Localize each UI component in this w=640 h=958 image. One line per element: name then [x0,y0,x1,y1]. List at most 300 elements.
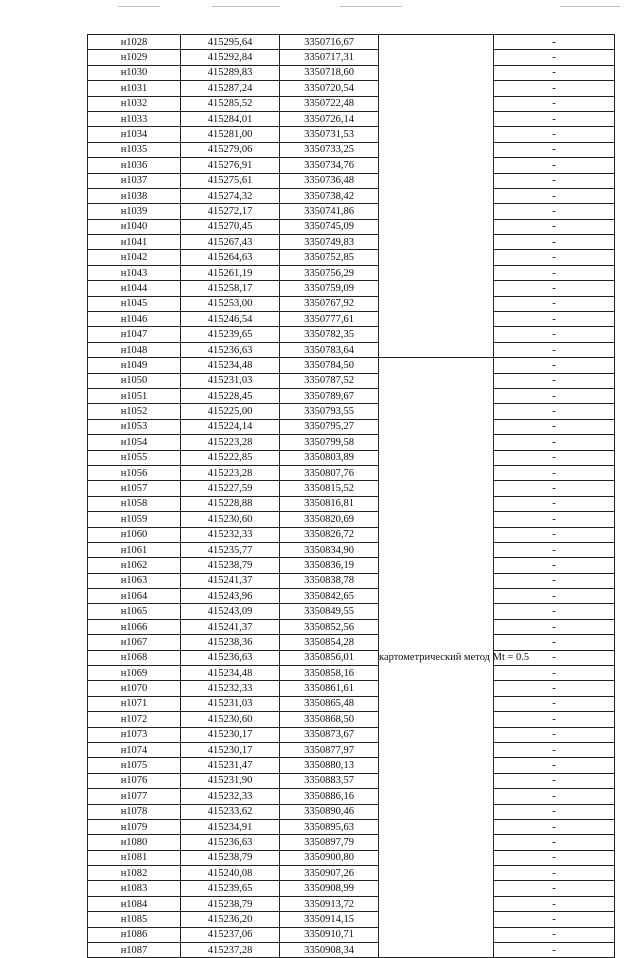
note-cell: - [494,912,615,927]
scan-artifact-line [212,6,280,7]
point-name-cell: н1076 [88,773,181,788]
table-row [88,50,615,65]
y-coordinate-cell: 3350886,16 [280,789,379,804]
x-coordinate-cell: 415240,08 [181,866,280,881]
table-row [88,819,615,834]
y-coordinate-cell: 3350826,72 [280,527,379,542]
y-coordinate-cell: 3350787,52 [280,373,379,388]
table-row [88,527,615,542]
y-coordinate-cell: 3350795,27 [280,419,379,434]
point-name-cell: н1053 [88,419,181,434]
table-row [88,342,615,357]
note-cell: - [494,896,615,911]
note-cell: - [494,773,615,788]
x-coordinate-cell: 415236,20 [181,912,280,927]
x-coordinate-cell: 415239,65 [181,327,280,342]
note-cell: - [494,388,615,403]
point-name-cell: н1081 [88,850,181,865]
y-coordinate-cell: 3350756,29 [280,265,379,280]
method-cell: картометрический метод Mt = 0.5 [379,358,494,958]
point-name-cell: н1049 [88,358,181,373]
x-coordinate-cell: 415224,14 [181,419,280,434]
note-cell: - [494,881,615,896]
y-coordinate-cell: 3350914,15 [280,912,379,927]
point-name-cell: н1066 [88,619,181,634]
y-coordinate-cell: 3350910,71 [280,927,379,942]
note-cell: - [494,96,615,111]
x-coordinate-cell: 415243,96 [181,589,280,604]
point-name-cell: н1065 [88,604,181,619]
table-row [88,666,615,681]
note-cell: - [494,65,615,80]
point-name-cell: н1058 [88,496,181,511]
note-cell: - [494,481,615,496]
table-row [88,773,615,788]
x-coordinate-cell: 415238,79 [181,850,280,865]
point-name-cell: н1029 [88,50,181,65]
x-coordinate-cell: 415230,17 [181,727,280,742]
x-coordinate-cell: 415239,65 [181,881,280,896]
point-name-cell: н1061 [88,542,181,557]
y-coordinate-cell: 3350897,79 [280,835,379,850]
point-name-cell: н1041 [88,235,181,250]
x-coordinate-cell: 415276,91 [181,158,280,173]
point-name-cell: н1052 [88,404,181,419]
table-row [88,81,615,96]
x-coordinate-cell: 415236,63 [181,835,280,850]
note-cell: - [494,804,615,819]
point-name-cell: н1028 [88,35,181,50]
note-cell: - [494,404,615,419]
table-row [88,927,615,942]
note-cell: - [494,696,615,711]
point-name-cell: н1057 [88,481,181,496]
point-name-cell: н1034 [88,127,181,142]
y-coordinate-cell: 3350865,48 [280,696,379,711]
table-row [88,758,615,773]
point-name-cell: н1033 [88,111,181,126]
point-name-cell: н1079 [88,819,181,834]
y-coordinate-cell: 3350789,67 [280,388,379,403]
table-row [88,373,615,388]
note-cell: - [494,173,615,188]
x-coordinate-cell: 415223,28 [181,435,280,450]
table-row [88,312,615,327]
note-cell: - [494,188,615,203]
x-coordinate-cell: 415236,63 [181,650,280,665]
x-coordinate-cell: 415261,19 [181,265,280,280]
point-name-cell: н1042 [88,250,181,265]
note-cell: - [494,465,615,480]
x-coordinate-cell: 415274,32 [181,188,280,203]
table-row [88,573,615,588]
table-row [88,866,615,881]
x-coordinate-cell: 415222,85 [181,450,280,465]
note-cell: - [494,558,615,573]
y-coordinate-cell: 3350849,55 [280,604,379,619]
point-name-cell: н1054 [88,435,181,450]
y-coordinate-cell: 3350736,48 [280,173,379,188]
point-name-cell: н1087 [88,943,181,958]
x-coordinate-cell: 415230,17 [181,742,280,757]
table-row [88,727,615,742]
x-coordinate-cell: 415287,24 [181,81,280,96]
point-name-cell: н1082 [88,866,181,881]
note-cell: - [494,943,615,958]
scan-artifact-line [118,6,160,7]
x-coordinate-cell: 415231,90 [181,773,280,788]
method-cell-empty [379,35,494,358]
point-name-cell: н1073 [88,727,181,742]
y-coordinate-cell: 3350890,46 [280,804,379,819]
point-name-cell: н1040 [88,219,181,234]
y-coordinate-cell: 3350726,14 [280,111,379,126]
y-coordinate-cell: 3350738,42 [280,188,379,203]
y-coordinate-cell: 3350913,72 [280,896,379,911]
point-name-cell: н1046 [88,312,181,327]
note-cell: - [494,265,615,280]
y-coordinate-cell: 3350820,69 [280,512,379,527]
y-coordinate-cell: 3350858,16 [280,666,379,681]
table-row [88,281,615,296]
x-coordinate-cell: 415246,54 [181,312,280,327]
coordinates-table [87,34,615,958]
table-row [88,158,615,173]
point-name-cell: н1030 [88,65,181,80]
point-name-cell: н1051 [88,388,181,403]
y-coordinate-cell: 3350752,85 [280,250,379,265]
table-row [88,404,615,419]
table-row [88,619,615,634]
point-name-cell: н1047 [88,327,181,342]
table-row [88,512,615,527]
table-row [88,173,615,188]
point-name-cell: н1067 [88,635,181,650]
table-row [88,450,615,465]
point-name-cell: н1064 [88,589,181,604]
note-cell: - [494,681,615,696]
note-cell: - [494,450,615,465]
table-row [88,496,615,511]
y-coordinate-cell: 3350759,09 [280,281,379,296]
point-name-cell: н1044 [88,281,181,296]
table-row [88,604,615,619]
note-cell: - [494,235,615,250]
point-name-cell: н1085 [88,912,181,927]
point-name-cell: н1072 [88,712,181,727]
x-coordinate-cell: 415295,64 [181,35,280,50]
point-name-cell: н1070 [88,681,181,696]
y-coordinate-cell: 3350720,54 [280,81,379,96]
x-coordinate-cell: 415238,79 [181,558,280,573]
note-cell: - [494,758,615,773]
y-coordinate-cell: 3350749,83 [280,235,379,250]
x-coordinate-cell: 415237,06 [181,927,280,942]
note-cell: - [494,666,615,681]
note-cell: - [494,589,615,604]
x-coordinate-cell: 415232,33 [181,789,280,804]
x-coordinate-cell: 415241,37 [181,573,280,588]
y-coordinate-cell: 3350807,76 [280,465,379,480]
table-row [88,650,615,665]
note-cell: - [494,250,615,265]
y-coordinate-cell: 3350854,28 [280,635,379,650]
note-cell: - [494,111,615,126]
note-cell: - [494,281,615,296]
note-cell: - [494,866,615,881]
point-name-cell: н1035 [88,142,181,157]
y-coordinate-cell: 3350868,50 [280,712,379,727]
point-name-cell: н1077 [88,789,181,804]
table-row [88,142,615,157]
table-row [88,127,615,142]
x-coordinate-cell: 415231,03 [181,696,280,711]
y-coordinate-cell: 3350741,86 [280,204,379,219]
note-cell: - [494,850,615,865]
x-coordinate-cell: 415232,33 [181,527,280,542]
table-row [88,235,615,250]
note-cell: - [494,127,615,142]
point-name-cell: н1043 [88,265,181,280]
x-coordinate-cell: 415270,45 [181,219,280,234]
note-cell: - [494,496,615,511]
table-row [88,681,615,696]
x-coordinate-cell: 415279,06 [181,142,280,157]
table-row [88,912,615,927]
y-coordinate-cell: 3350877,97 [280,742,379,757]
point-name-cell: н1063 [88,573,181,588]
point-name-cell: н1060 [88,527,181,542]
x-coordinate-cell: 415233,62 [181,804,280,819]
table-row [88,296,615,311]
point-name-cell: н1056 [88,465,181,480]
y-coordinate-cell: 3350799,58 [280,435,379,450]
note-cell: - [494,327,615,342]
table-row [88,188,615,203]
x-coordinate-cell: 415227,59 [181,481,280,496]
x-coordinate-cell: 415234,91 [181,819,280,834]
y-coordinate-cell: 3350880,13 [280,758,379,773]
point-name-cell: н1048 [88,342,181,357]
table-row [88,943,615,958]
table-row [88,250,615,265]
x-coordinate-cell: 415231,03 [181,373,280,388]
x-coordinate-cell: 415236,63 [181,342,280,357]
point-name-cell: н1075 [88,758,181,773]
table-row [88,111,615,126]
x-coordinate-cell: 415292,84 [181,50,280,65]
y-coordinate-cell: 3350717,31 [280,50,379,65]
scan-artifact-line [560,6,620,7]
note-cell: - [494,527,615,542]
table-row [88,265,615,280]
table-row [88,835,615,850]
x-coordinate-cell: 415232,33 [181,681,280,696]
y-coordinate-cell: 3350834,90 [280,542,379,557]
note-cell: - [494,204,615,219]
point-name-cell: н1050 [88,373,181,388]
point-name-cell: н1038 [88,188,181,203]
point-name-cell: н1045 [88,296,181,311]
point-name-cell: н1062 [88,558,181,573]
point-name-cell: н1086 [88,927,181,942]
x-coordinate-cell: 415272,17 [181,204,280,219]
table-row [88,589,615,604]
x-coordinate-cell: 415225,00 [181,404,280,419]
y-coordinate-cell: 3350731,53 [280,127,379,142]
x-coordinate-cell: 415241,37 [181,619,280,634]
y-coordinate-cell: 3350784,50 [280,358,379,373]
table-row [88,850,615,865]
x-coordinate-cell: 415223,28 [181,465,280,480]
y-coordinate-cell: 3350722,48 [280,96,379,111]
note-cell: - [494,542,615,557]
note-cell: - [494,712,615,727]
note-cell: - [494,35,615,50]
y-coordinate-cell: 3350908,99 [280,881,379,896]
y-coordinate-cell: 3350718,60 [280,65,379,80]
x-coordinate-cell: 415238,36 [181,635,280,650]
x-coordinate-cell: 415230,60 [181,712,280,727]
x-coordinate-cell: 415231,47 [181,758,280,773]
point-name-cell: н1071 [88,696,181,711]
note-cell: - [494,789,615,804]
y-coordinate-cell: 3350873,67 [280,727,379,742]
table-row [88,65,615,80]
note-cell: - [494,635,615,650]
note-cell: - [494,373,615,388]
y-coordinate-cell: 3350777,61 [280,312,379,327]
y-coordinate-cell: 3350856,01 [280,650,379,665]
note-cell: - [494,573,615,588]
table-row [88,804,615,819]
table-row [88,712,615,727]
note-cell: - [494,219,615,234]
x-coordinate-cell: 415230,60 [181,512,280,527]
point-name-cell: н1036 [88,158,181,173]
note-cell: - [494,142,615,157]
x-coordinate-cell: 415228,88 [181,496,280,511]
point-name-cell: н1037 [88,173,181,188]
y-coordinate-cell: 3350767,92 [280,296,379,311]
note-cell: - [494,419,615,434]
y-coordinate-cell: 3350852,56 [280,619,379,634]
table-row [88,204,615,219]
table-row [88,35,615,50]
note-cell: - [494,158,615,173]
y-coordinate-cell: 3350745,09 [280,219,379,234]
y-coordinate-cell: 3350900,80 [280,850,379,865]
note-cell: - [494,819,615,834]
table-row [88,358,615,373]
note-cell: - [494,81,615,96]
x-coordinate-cell: 415284,01 [181,111,280,126]
y-coordinate-cell: 3350816,81 [280,496,379,511]
y-coordinate-cell: 3350733,25 [280,142,379,157]
x-coordinate-cell: 415289,83 [181,65,280,80]
y-coordinate-cell: 3350793,55 [280,404,379,419]
point-name-cell: н1031 [88,81,181,96]
x-coordinate-cell: 415275,61 [181,173,280,188]
y-coordinate-cell: 3350782,35 [280,327,379,342]
table-row [88,542,615,557]
note-cell: - [494,835,615,850]
y-coordinate-cell: 3350838,78 [280,573,379,588]
table-row [88,219,615,234]
point-name-cell: н1083 [88,881,181,896]
table-row [88,388,615,403]
note-cell: - [494,358,615,373]
x-coordinate-cell: 415258,17 [181,281,280,296]
note-cell: - [494,619,615,634]
x-coordinate-cell: 415228,45 [181,388,280,403]
x-coordinate-cell: 415234,48 [181,666,280,681]
y-coordinate-cell: 3350716,67 [280,35,379,50]
y-coordinate-cell: 3350861,61 [280,681,379,696]
note-cell: - [494,927,615,942]
x-coordinate-cell: 415237,28 [181,943,280,958]
table-row [88,696,615,711]
y-coordinate-cell: 3350883,57 [280,773,379,788]
x-coordinate-cell: 415243,09 [181,604,280,619]
table-row [88,327,615,342]
note-cell: - [494,727,615,742]
note-cell: - [494,650,615,665]
y-coordinate-cell: 3350895,63 [280,819,379,834]
note-cell: - [494,342,615,357]
note-cell: - [494,604,615,619]
y-coordinate-cell: 3350783,64 [280,342,379,357]
x-coordinate-cell: 415267,43 [181,235,280,250]
note-cell: - [494,296,615,311]
table-row [88,481,615,496]
y-coordinate-cell: 3350836,19 [280,558,379,573]
x-coordinate-cell: 415235,77 [181,542,280,557]
x-coordinate-cell: 415264,63 [181,250,280,265]
x-coordinate-cell: 415234,48 [181,358,280,373]
y-coordinate-cell: 3350803,89 [280,450,379,465]
scan-artifact-line [340,6,402,7]
table-row [88,435,615,450]
point-name-cell: н1068 [88,650,181,665]
point-name-cell: н1069 [88,666,181,681]
table-row [88,465,615,480]
point-name-cell: н1074 [88,742,181,757]
note-cell: - [494,435,615,450]
note-cell: - [494,312,615,327]
x-coordinate-cell: 415281,00 [181,127,280,142]
note-cell: - [494,50,615,65]
note-cell: - [494,512,615,527]
table-row [88,635,615,650]
y-coordinate-cell: 3350815,52 [280,481,379,496]
x-coordinate-cell: 415253,00 [181,296,280,311]
table-row [88,96,615,111]
point-name-cell: н1055 [88,450,181,465]
point-name-cell: н1078 [88,804,181,819]
point-name-cell: н1059 [88,512,181,527]
note-cell: - [494,742,615,757]
x-coordinate-cell: 415238,79 [181,896,280,911]
x-coordinate-cell: 415285,52 [181,96,280,111]
point-name-cell: н1032 [88,96,181,111]
y-coordinate-cell: 3350734,76 [280,158,379,173]
y-coordinate-cell: 3350908,34 [280,943,379,958]
coordinates-table-body [88,35,615,958]
table-row [88,896,615,911]
point-name-cell: н1039 [88,204,181,219]
point-name-cell: н1080 [88,835,181,850]
